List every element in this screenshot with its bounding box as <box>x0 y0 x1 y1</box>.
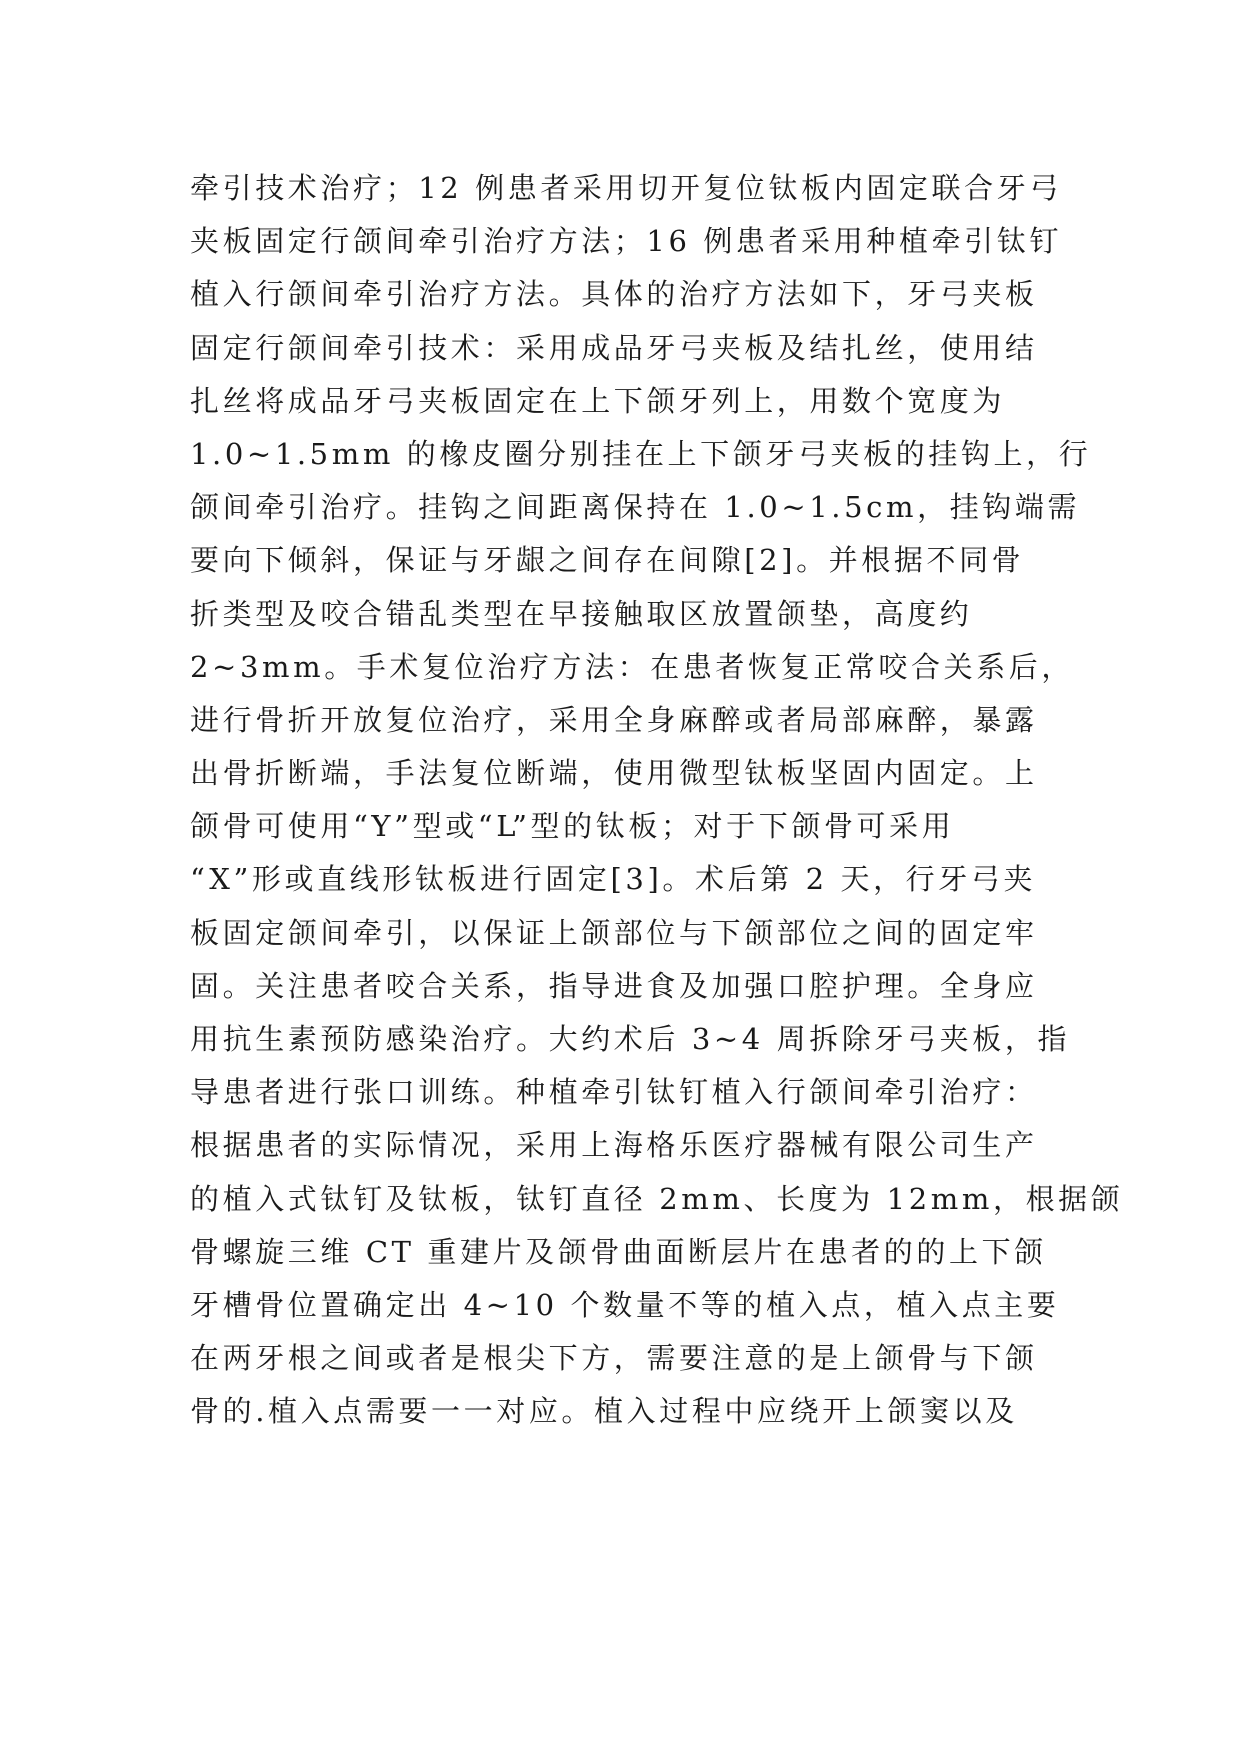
body-text <box>190 162 1124 1439</box>
text-line-3: 植入行颌间牵引治疗方法。具体的治疗方法如下，牙弓夹板 <box>190 277 1038 312</box>
text-line-17: 用抗生素预防感染治疗。大约术后 3~4 周拆除牙弓夹板，指 <box>190 1022 1071 1056</box>
text-line-4: 固定行颌间牵引技术：采用成品牙弓夹板及结扎丝，使用结 <box>190 330 1038 365</box>
text-line-11: 进行骨折开放复位治疗，采用全身麻醉或者局部麻醉，暴露 <box>190 702 1038 737</box>
text-line-10: 2~3mm。手术复位治疗方法：在患者恢复正常咬合关系后， <box>190 649 1074 684</box>
text-line-1: 牵引技术治疗；12 例患者采用切开复位钛板内固定联合牙弓 <box>190 171 1062 205</box>
text-line-18: 导患者进行张口训练。种植牵引钛钉植入行颌间牵引治疗： <box>190 1075 1038 1110</box>
text-line-9: 折类型及咬合错乱类型在早接触取区放置颌垫，高度约 <box>190 596 973 631</box>
text-line-21: 骨螺旋三维 CT 重建片及颌骨曲面断层片在患者的的上下颌 <box>190 1234 1047 1269</box>
text-line-6: 1.0~1.5mm 的橡皮圈分别挂在上下颌牙弓夹板的挂钩上，行 <box>190 436 1092 471</box>
text-line-8: 要向下倾斜，保证与牙龈之间存在间隙[2]。并根据不同骨 <box>190 543 1025 578</box>
text-line-16: 固。关注患者咬合关系，指导进食及加强口腔护理。全身应 <box>190 968 1038 1003</box>
text-line-19: 根据患者的实际情况，采用上海格乐医疗器械有限公司生产 <box>190 1128 1038 1163</box>
text-line-14: “X”形或直线形钛板进行固定[3]。术后第 2 天，行牙弓夹 <box>190 862 1037 897</box>
text-line-22: 牙槽骨位置确定出 4~10 个数量不等的植入点，植入点主要 <box>190 1287 1060 1322</box>
text-line-15: 板固定颌间牵引，以保证上颌部位与下颌部位之间的固定牢 <box>190 915 1038 950</box>
text-line-12: 出骨折断端，手法复位断端，使用微型钛板坚固内固定。上 <box>190 756 1038 791</box>
text-line-23: 在两牙根之间或者是根尖下方，需要注意的是上颌骨与下颌 <box>190 1341 1038 1376</box>
text-line-2: 夹板固定行颌间牵引治疗方法；16 例患者采用种植牵引钛钉 <box>190 224 1062 259</box>
text-line-24: 骨的.植入点需要一一对应。植入过程中应绕开上颌窦以及 <box>190 1394 1018 1429</box>
text-line-5: 扎丝将成品牙弓夹板固定在上下颌牙列上，用数个宽度为 <box>190 383 1006 418</box>
text-line-7: 颌间牵引治疗。挂钩之间距离保持在 1.0~1.5cm，挂钩端需 <box>190 490 1081 525</box>
text-line-20: 的植入式钛钉及钛板，钛钉直径 2mm、长度为 12mm，根据颌 <box>190 1181 1124 1216</box>
text-line-13: 颌骨可使用“Y”型或“L”型的钛板；对于下颌骨可采用 <box>190 809 955 844</box>
